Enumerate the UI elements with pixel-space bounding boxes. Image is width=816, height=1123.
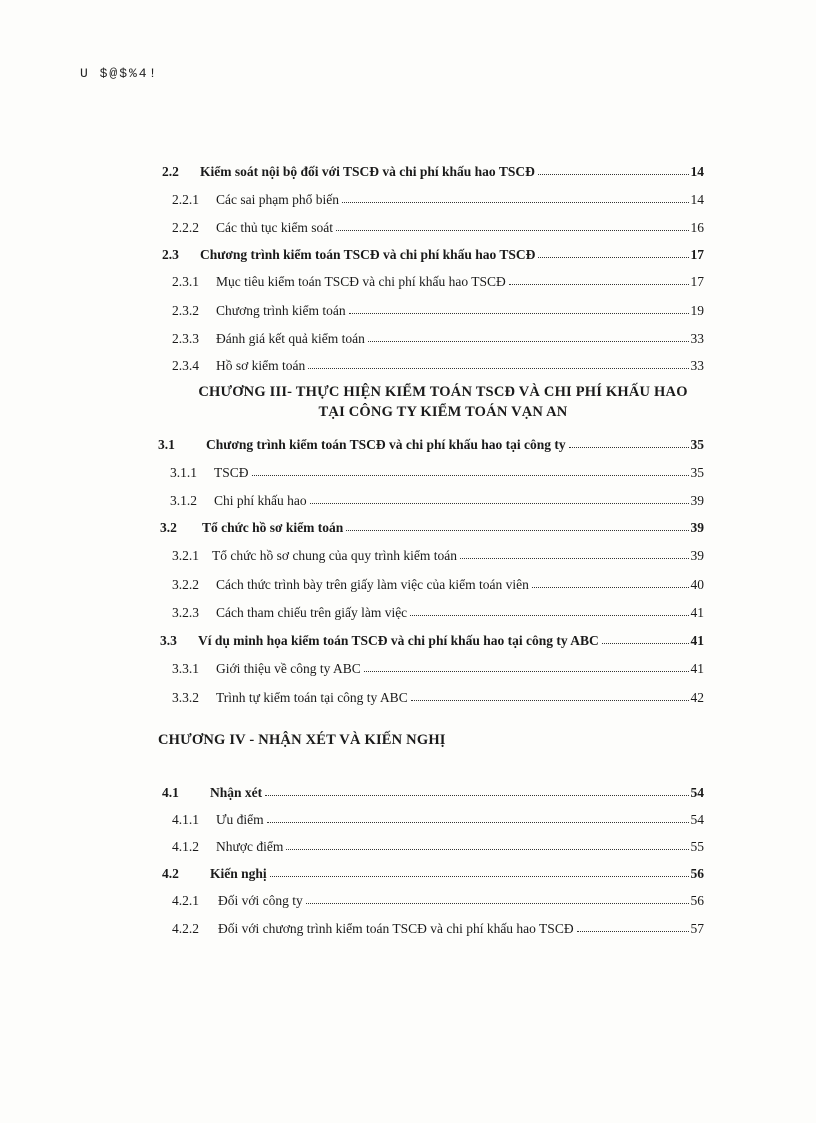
toc-entry-page: 35	[690, 464, 704, 480]
toc-entry-page: 14	[690, 163, 704, 179]
toc-entry-page: 39	[690, 519, 704, 535]
toc-dot-leader	[349, 313, 689, 314]
toc-dot-leader	[538, 174, 689, 175]
toc-dot-leader	[532, 587, 689, 588]
toc-dot-leader	[310, 503, 689, 504]
toc-entry-page: 16	[690, 219, 704, 235]
toc-entry	[162, 779, 704, 799]
toc-entry	[172, 268, 704, 288]
toc-dot-leader	[265, 795, 688, 796]
chapter-3-title-line2: TẠI CÔNG TY KIỂM TOÁN VẠN AN	[318, 404, 568, 420]
toc-entry-title: Cách thức trình bày trên giấy làm việc của kiểm toán viên	[216, 576, 529, 592]
toc-entry-title: Đánh giá kết quả kiểm toán	[216, 330, 365, 346]
toc-entry-page: 39	[690, 547, 704, 563]
toc-entry-title: Chương trình kiểm toán TSCĐ và chi phí khấu hao TSCĐ	[200, 246, 536, 262]
toc-entry-title: Chương trình kiểm toán	[216, 302, 346, 318]
toc-entry-title: TSCĐ	[214, 464, 249, 480]
toc-entry-page: 57	[690, 920, 704, 936]
toc-entry-page: 41	[690, 660, 704, 676]
toc-entry-number: 3.3.1	[172, 660, 199, 676]
toc-entry-number: 3.3	[160, 632, 177, 648]
toc-entry	[172, 542, 704, 562]
toc-entry-page: 55	[690, 838, 704, 854]
toc-entry-title: Hồ sơ kiểm toán	[216, 357, 306, 373]
toc-entry-page: 41	[690, 604, 704, 620]
toc-entry-number: 2.3.2	[172, 302, 199, 318]
toc-dot-leader	[509, 284, 689, 285]
toc-entry-number: 3.2.1	[172, 547, 199, 563]
toc-entry-page: 17	[690, 246, 704, 262]
toc-dot-leader	[342, 202, 689, 203]
toc-entry-page: 42	[690, 689, 704, 705]
toc-entry-page: 41	[690, 632, 704, 648]
toc-entry-title: Ví dụ minh họa kiểm toán TSCĐ và chi phí khấu hao tại công ty ABC	[198, 632, 599, 648]
toc-entry	[162, 158, 704, 178]
toc-dot-leader	[308, 368, 688, 369]
toc-entry-title: Kiến nghị	[210, 865, 267, 881]
toc-entry-number: 2.2.2	[172, 219, 199, 235]
toc-dot-leader	[411, 700, 689, 701]
toc-entry-page: 56	[690, 865, 704, 881]
toc-dot-leader	[306, 903, 689, 904]
toc-entry-number: 3.2	[160, 519, 177, 535]
chapter-3-title-line1: CHƯƠNG III- THỰC HIỆN KIỂM TOÁN TSCĐ VÀ CHI PHÍ KHẤU HAO	[198, 384, 688, 400]
toc-dot-leader	[569, 447, 689, 448]
toc-entry	[172, 806, 704, 826]
toc-entry-title: Nhược điểm	[216, 838, 284, 854]
toc-entry	[172, 352, 704, 372]
toc-entry	[170, 459, 704, 479]
toc-entry	[172, 655, 704, 675]
toc-entry	[172, 599, 704, 619]
toc-entry-title: Giới thiệu về công ty ABC	[216, 660, 361, 676]
toc-entry-title: Đối với chương trình kiểm toán TSCĐ và chi phí khấu hao TSCĐ	[218, 920, 574, 936]
toc-entry-number: 4.2.2	[172, 920, 199, 936]
toc-entry-number: 2.3	[162, 246, 179, 262]
toc-entry-title: Tổ chức hồ sơ kiểm toán	[202, 519, 344, 535]
toc-entry-number: 3.2.3	[172, 604, 199, 620]
toc-dot-leader	[364, 671, 689, 672]
toc-dot-leader	[336, 230, 689, 231]
toc-entry-number: 4.2.1	[172, 892, 199, 908]
toc-entry-title: Cách tham chiếu trên giấy làm việc	[216, 604, 408, 620]
toc-entry-number: 3.2.2	[172, 576, 199, 592]
toc-entry-number: 3.1	[158, 436, 175, 452]
toc-entry	[172, 915, 704, 935]
toc-entry-page: 14	[690, 191, 704, 207]
toc-entry	[172, 571, 704, 591]
toc-entry-number: 2.2.1	[172, 191, 199, 207]
toc-entry-number: 2.2	[162, 163, 179, 179]
toc-entry-number: 3.1.2	[170, 492, 197, 508]
toc-entry	[160, 627, 704, 647]
toc-entry-page: 35	[690, 436, 704, 452]
toc-dot-leader	[270, 876, 689, 877]
toc-entry-title: Đối với công ty	[218, 892, 303, 908]
toc-entry-page: 40	[690, 576, 704, 592]
toc-entry-page: 56	[690, 892, 704, 908]
toc-entry-number: 2.3.1	[172, 273, 199, 289]
toc-dot-leader	[286, 849, 688, 850]
toc-entry	[158, 431, 704, 451]
toc-entry-title: Các thủ tục kiểm soát	[216, 219, 333, 235]
toc-entry-page: 19	[690, 302, 704, 318]
toc-entry	[172, 833, 704, 853]
toc-dot-leader	[252, 475, 689, 476]
toc-entry-number: 4.2	[162, 865, 179, 881]
toc-entry-title: Kiểm soát nội bộ đối với TSCĐ và chi phí khấu hao TSCĐ	[200, 163, 535, 179]
toc-dot-leader	[410, 615, 688, 616]
toc-dot-leader	[460, 558, 688, 559]
toc-entry-page: 54	[690, 811, 704, 827]
toc-entry-number: 2.3.3	[172, 330, 199, 346]
toc-entry-page: 33	[690, 357, 704, 373]
toc-entry	[172, 214, 704, 234]
toc-entry-title: Các sai phạm phổ biến	[216, 191, 339, 207]
toc-entry-number: 3.3.2	[172, 689, 199, 705]
toc-entry-page: 54	[690, 784, 704, 800]
toc-entry	[172, 887, 704, 907]
toc-entry-title: Tổ chức hồ sơ chung của quy trình kiểm toán	[212, 547, 458, 563]
toc-dot-leader	[538, 257, 688, 258]
toc-entry	[162, 860, 704, 880]
toc-entry	[160, 514, 704, 534]
toc-dot-leader	[368, 341, 689, 342]
chapter-4-title: CHƯƠNG IV - NHẬN XÉT VÀ KIẾN NGHỊ	[158, 732, 446, 748]
toc-entry-page: 17	[690, 273, 704, 289]
toc-entry-title: Nhận xét	[210, 784, 263, 800]
toc-entry	[172, 684, 704, 704]
toc-dot-leader	[602, 643, 689, 644]
toc-entry-title: Trình tự kiểm toán tại công ty ABC	[216, 689, 408, 705]
toc-entry-title: Chương trình kiểm toán TSCĐ và chi phí khấu hao tại công ty	[206, 436, 566, 452]
toc-dot-leader	[577, 931, 689, 932]
toc-entry-title: Ưu điểm	[216, 811, 264, 827]
toc-entry-number: 4.1	[162, 784, 179, 800]
toc-entry	[172, 297, 704, 317]
toc-entry-title: Chi phí khấu hao	[214, 492, 307, 508]
toc-entry-number: 3.1.1	[170, 464, 197, 480]
toc-entry	[172, 325, 704, 345]
toc-entry-title: Mục tiêu kiểm toán TSCĐ và chi phí khấu hao TSCĐ	[216, 273, 506, 289]
toc-entry	[172, 186, 704, 206]
toc-entry	[162, 241, 704, 261]
toc-entry-number: 4.1.2	[172, 838, 199, 854]
toc-entry-number: 4.1.1	[172, 811, 199, 827]
toc-entry-number: 2.3.4	[172, 357, 199, 373]
toc-entry	[170, 487, 704, 507]
toc-entry-page: 33	[690, 330, 704, 346]
scan-header-mark: U $@$%4!	[80, 66, 159, 81]
toc-entry-page: 39	[690, 492, 704, 508]
toc-dot-leader	[267, 822, 689, 823]
toc-dot-leader	[346, 530, 688, 531]
